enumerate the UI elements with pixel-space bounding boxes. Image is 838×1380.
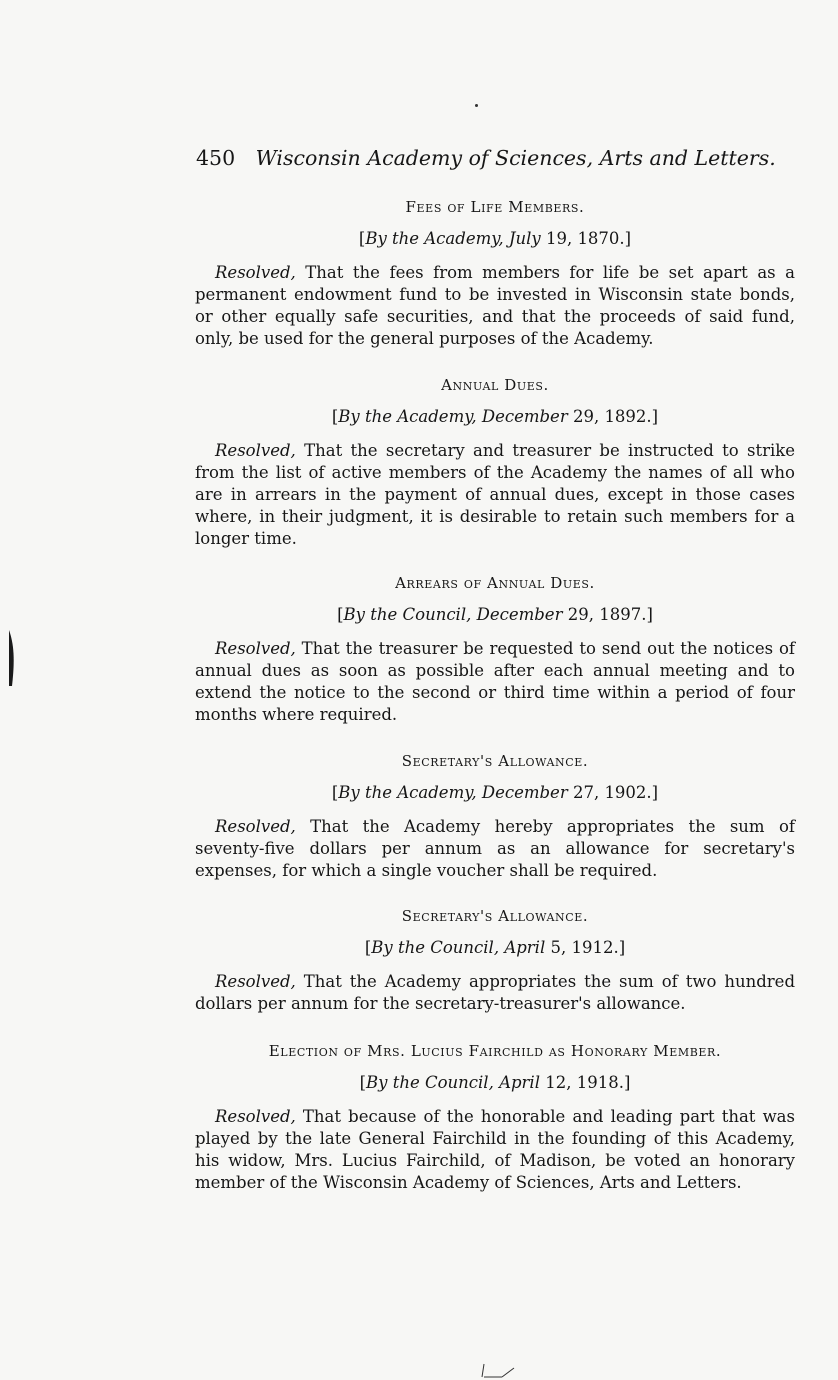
resolved-label: Resolved, [215, 639, 296, 658]
resolved-label: Resolved, [215, 1107, 296, 1126]
section-authority [195, 228, 795, 250]
authority-text: By the Academy, December [338, 407, 568, 426]
authority-date: 19, 1870.] [545, 229, 632, 248]
section-secretarys-allowance-1912 [195, 905, 795, 1015]
section-body [195, 262, 795, 350]
ink-speck [475, 104, 478, 107]
section-annual-dues [195, 374, 795, 550]
section-title: Fees of Life Members. [405, 198, 585, 216]
authority-text: By the Council, April [366, 1073, 540, 1092]
body-text: That the Academy hereby appropriates the sum of seventy-five dollars per annum as an allowance for secretary's expenses, for which a single voucher shall be required. [195, 817, 795, 880]
section-authority [195, 782, 795, 804]
section-arrears-of-annual-dues [195, 572, 795, 726]
resolved-label: Resolved, [215, 817, 296, 836]
binding-shadow-mark [8, 630, 16, 686]
section-election-honorary-member [195, 1040, 795, 1194]
scan-artifact-mark [480, 1360, 520, 1378]
section-authority [195, 1072, 795, 1094]
resolved-label: Resolved, [215, 263, 296, 282]
authority-text: By the Council, April [371, 938, 546, 957]
authority-text: By the Academy, December [338, 783, 568, 802]
authority-bracket: [ [331, 407, 339, 426]
authority-bracket: [ [358, 229, 366, 248]
authority-bracket: [ [359, 1073, 367, 1092]
authority-date: 5, 1912.] [550, 938, 626, 957]
authority-text: By the Academy, July [365, 229, 541, 248]
authority-bracket: [ [364, 938, 372, 957]
authority-date: 27, 1902.] [572, 783, 659, 802]
section-title: Arrears of Annual Dues. [395, 574, 595, 592]
authority-date: 29, 1892.] [572, 407, 659, 426]
authority-text: By the Council, December [343, 605, 563, 624]
section-body [195, 440, 795, 550]
body-text: That the Academy appropriates the sum of two hundred dollars per annum for the secretary-treasurer's allowance. [195, 972, 796, 1013]
page-number: 450 [196, 146, 236, 170]
body-text: That because of the honorable and leading part that was played by the late General Fairchild in the founding of this Academy, his widow, Mrs. Lucius Fairchild, of Madison, be voted an honorary member of the Wisconsin Academy of Sciences, Arts and Letters. [195, 1107, 795, 1192]
authority-bracket: [ [331, 783, 339, 802]
body-text: That the treasurer be requested to send out the notices of annual dues as soon as possible after each annual meeting and to extend the notice to the second or third time within a period of four months where required. [195, 639, 795, 724]
running-header [196, 146, 776, 170]
running-title: Wisconsin Academy of Sciences, Arts and Letters. [255, 146, 776, 170]
body-text: That the fees from members for life be set apart as a permanent endowment fund to be invested in Wisconsin state bonds, or other equally safe securities, and that the proceeds of said fund, only, be used for the general purposes of the Academy. [195, 263, 795, 348]
section-title: Secretary's Allowance. [401, 907, 589, 925]
section-authority [195, 406, 795, 428]
section-authority [195, 937, 795, 959]
section-body [195, 971, 795, 1015]
authority-date: 29, 1897.] [567, 605, 653, 624]
section-fees-of-life-members [195, 196, 795, 350]
body-text: That the secretary and treasurer be instructed to strike from the list of active members of the Academy the names of all who are in arrears in the payment of annual dues, except in those cases where, in their judgment, it is desirable to retain such members for a longer time. [195, 441, 795, 548]
section-title: Annual Dues. [441, 376, 549, 394]
section-title: Election of Mrs. Lucius Fairchild as Honorary Member. [268, 1042, 722, 1060]
resolved-label: Resolved, [215, 972, 296, 991]
authority-date: 12, 1918.] [545, 1073, 631, 1092]
section-authority [195, 604, 795, 626]
authority-bracket: [ [337, 605, 344, 624]
section-body [195, 816, 795, 882]
section-body [195, 638, 795, 726]
section-body [195, 1106, 795, 1194]
section-secretarys-allowance-1902 [195, 750, 795, 882]
resolved-label: Resolved, [215, 441, 296, 460]
section-title: Secretary's Allowance. [401, 752, 589, 770]
